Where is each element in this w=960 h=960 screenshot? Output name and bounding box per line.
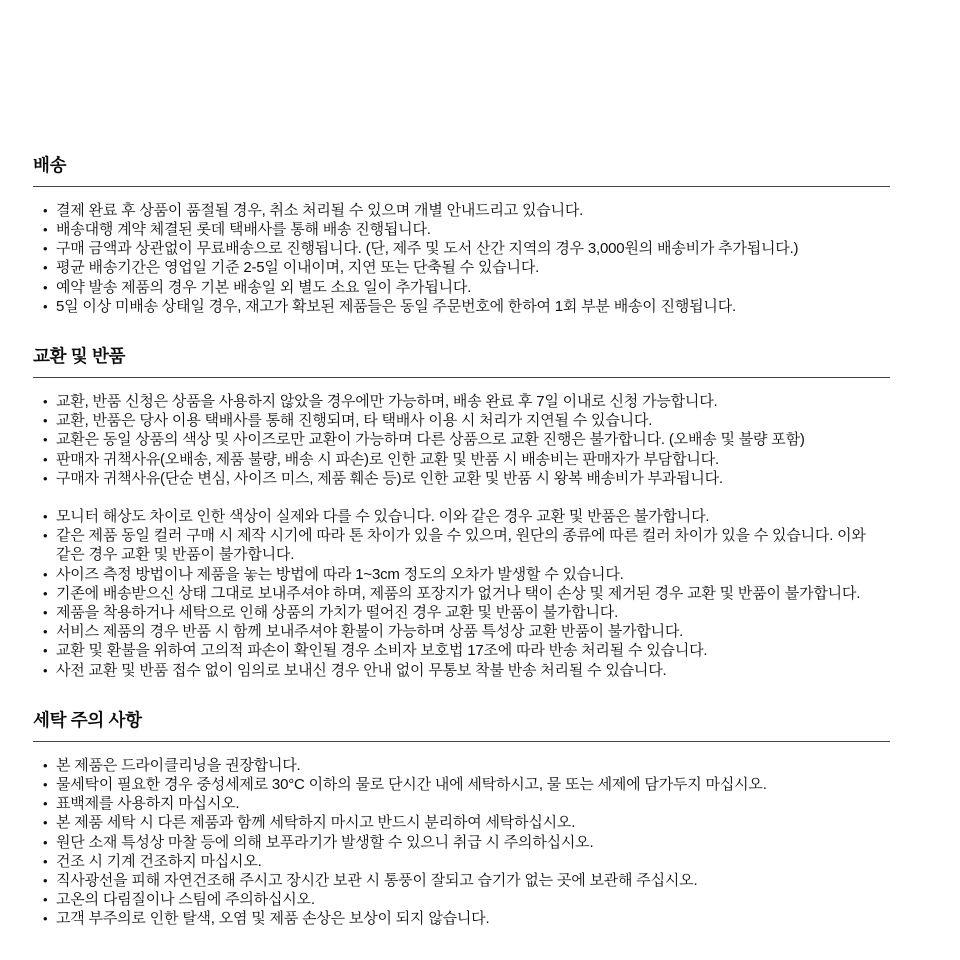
list-item: • 제품을 착용하거나 세탁으로 인해 상품의 가치가 떨어진 경우 교환 및 반품이 불가합니다. [33,603,889,622]
list-item: • 직사광선을 피해 자연건조해 주시고 장시간 보관 시 통풍이 잘되고 습기가 없는 곳에 보관해 주십시오. [33,871,889,890]
list-item: • 모니터 해상도 차이로 인한 색상이 실제와 다를 수 있습니다. 이와 같은 경우 교환 및 반품은 불가합니다. [33,507,889,526]
list-item: • 본 제품 세탁 시 다른 제품과 함께 세탁하지 마시고 반드시 분리하여 세탁하십시오. [33,813,889,832]
list-item: • 고객 부주의로 인한 탈색, 오염 및 제품 손상은 보상이 되지 않습니다. [33,909,889,928]
list-item: • 교환, 반품 신청은 상품을 사용하지 않았을 경우에만 가능하며, 배송 완료 후 7일 이내로 신청 가능합니다. [33,392,889,411]
list-item: • 평균 배송기간은 영업일 기준 2-5일 이내이며, 지연 또는 단축될 수 있습니다. [33,258,889,277]
list-item: • 본 제품은 드라이클리닝을 권장합니다. [33,756,889,775]
list-item: • 건조 시 기계 건조하지 마십시오. [33,852,889,871]
section-divider [33,186,890,187]
list-item: • 교환, 반품은 당사 이용 택배사를 통해 진행되며, 타 택배사 이용 시 처리가 지연될 수 있습니다. [33,411,889,430]
list-item: • 예약 발송 제품의 경우 기본 배송일 외 별도 소요 일이 추가됩니다. [33,278,889,297]
bullet-list [33,201,889,316]
section-title: 배송 [33,155,67,175]
list-item: • 원단 소재 특성상 마찰 등에 의해 보푸라기가 발생할 수 있으니 취급 시 주의하십시오. [33,833,889,852]
list-item: • 5일 이상 미배송 상태일 경우, 재고가 확보된 제품들은 동일 주문번호에 한하여 1회 부분 배송이 진행됩니다. [33,297,889,316]
list-item: • 교환 및 환불을 위하여 고의적 파손이 확인될 경우 소비자 보호법 17조에 따라 반송 처리될 수 있습니다. [33,641,889,660]
list-item: • 사전 교환 및 반품 접수 없이 임의로 보내신 경우 안내 없이 무통보 착불 반송 처리될 수 있습니다. [33,661,889,680]
section-exchange-returns [33,346,890,680]
list-item: • 구매자 귀책사유(단순 변심, 사이즈 미스, 제품 훼손 등)로 인한 교환 및 반품 시 왕복 배송비가 부과됩니다. [33,469,889,488]
list-item: • 결제 완료 후 상품이 품절될 경우, 취소 처리될 수 있으며 개별 안내드리고 있습니다. [33,201,889,220]
section-title: 세탁 주의 사항 [33,709,142,730]
list-item: • 기존에 배송받으신 상태 그대로 보내주셔야 하며, 제품의 포장지가 없거나 택이 손상 및 제거된 경우 교환 및 반품이 불가합니다. [33,584,889,603]
list-item: • 고온의 다림질이나 스팀에 주의하십시오. [33,890,889,909]
list-item: • 같은 제품 동일 컬러 구매 시 제작 시기에 따라 톤 차이가 있을 수 있으며, 원단의 종류에 따른 컬러 차이가 있을 수 있습니다. 이와 같은 경우 교환 및 반품이 불가합니다. [33,526,889,564]
list-item: • 표백제를 사용하지 마십시오. [33,794,889,813]
list-item: • 서비스 제품의 경우 반품 시 함께 보내주셔야 환불이 가능하며 상품 특성상 교환 반품이 불가합니다. [33,622,889,641]
list-item: • 물세탁이 필요한 경우 중성세제로 30°C 이하의 물로 단시간 내에 세탁하시고, 물 또는 세제에 담가두지 마십시오. [33,775,889,794]
list-item: • 판매자 귀책사유(오배송, 제품 불량, 배송 시 파손)로 인한 교환 및 반품 시 배송비는 판매자가 부담합니다. [33,450,889,469]
list-item: • 배송대행 계약 체결된 롯데 택배사를 통해 배송 진행됩니다. [33,220,889,239]
section-divider [33,741,890,742]
list-item: • 교환은 동일 상품의 색상 및 사이즈로만 교환이 가능하며 다른 상품으로 교환 진행은 불가합니다. (오배송 및 불량 포함) [33,430,889,449]
list-item: • 구매 금액과 상관없이 무료배송으로 진행됩니다. (단, 제주 및 도서 산간 지역의 경우 3,000원의 배송비가 추가됩니다.) [33,239,889,258]
section-divider [33,377,890,378]
section-shipping [33,155,890,316]
bullet-list [33,756,889,929]
bullet-list [33,507,889,680]
bullet-list [33,392,889,488]
section-laundry-care [33,710,890,929]
section-title: 교환 및 반품 [33,346,126,367]
list-item: • 사이즈 측정 방법이나 제품을 놓는 방법에 따라 1~3cm 정도의 오차가 발생할 수 있습니다. [33,565,889,584]
